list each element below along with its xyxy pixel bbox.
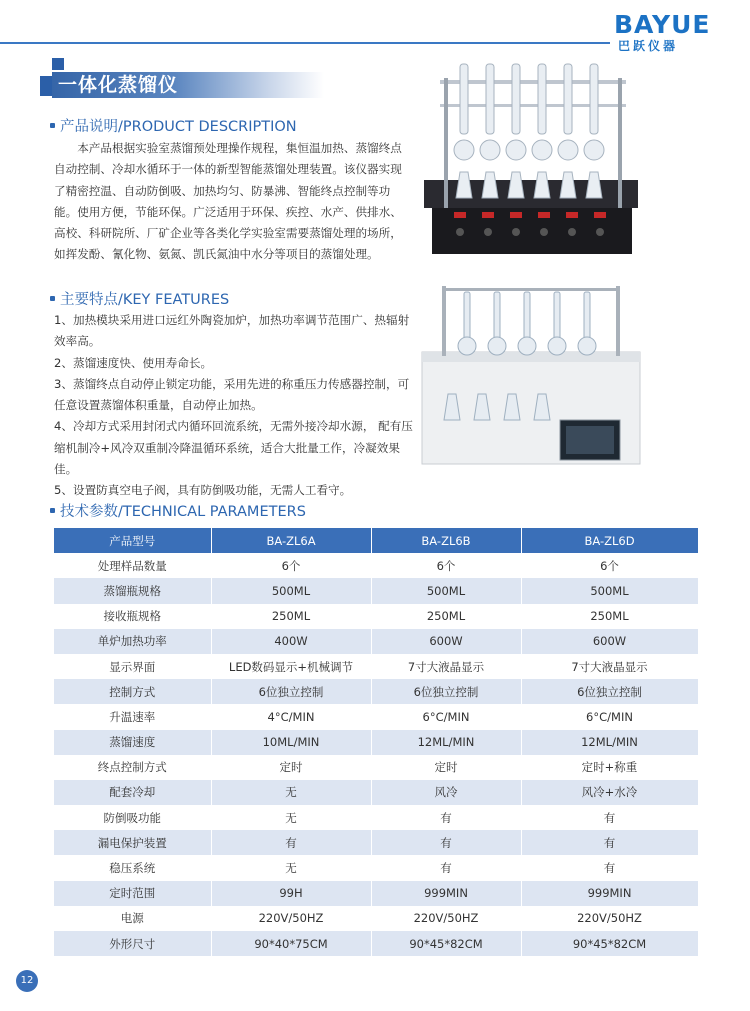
table-cell: 4°C/MIN [211, 704, 371, 729]
row-label: 控制方式 [54, 679, 211, 704]
feature-item: 5、设置防真空电子阀，具有防倒吸功能，无需人工看守。 [54, 483, 352, 498]
header-cell: 产品型号 [54, 528, 211, 553]
table-cell: 500ML [371, 578, 521, 603]
section-heading-description [50, 115, 297, 136]
table-cell: 有 [521, 855, 698, 880]
table-row [54, 730, 698, 755]
table-row [54, 780, 698, 805]
table-cell: 10ML/MIN [211, 730, 371, 755]
row-label: 接收瓶规格 [54, 604, 211, 629]
table-cell: 250ML [211, 604, 371, 629]
table-cell: 999MIN [371, 881, 521, 906]
table-row [54, 604, 698, 629]
table-cell: 500ML [211, 578, 371, 603]
header-cell: BA-ZL6B [371, 528, 521, 553]
table-cell: 定时+称重 [521, 755, 698, 780]
table-row [54, 855, 698, 880]
logo-subtitle: 巴跃仪器 [618, 39, 679, 53]
row-label: 配套冷却 [54, 780, 211, 805]
table-cell: LED数码显示+机械调节 [211, 654, 371, 679]
table-cell: 90*45*82CM [371, 931, 521, 956]
header-rule [0, 42, 610, 44]
table-cell: 7寸大液晶显示 [371, 654, 521, 679]
table-cell: 有 [211, 830, 371, 855]
description-text: 本产品根据实验室蒸馏预处理操作规程，集恒温加热、蒸馏终点自动控制、冷却水循环于一体的新型智能蒸馏处理装置。该仪器实现了精密控温、自动防倒吸、加热均匀、防暴沸、智能终点控制等功能。使用方便，节能环保。广泛适用于环保、疾控、水产、供排水、高校、科研院所、厂矿企业等各类化学实验室需要蒸馏处理的场所，如挥发酚、氰化物、氨氮、凯氏氮油中水分等项目的蒸馏处理。 [54, 141, 402, 262]
product-image-black-unit [420, 60, 640, 256]
row-label: 显示界面 [54, 654, 211, 679]
title-accent-bar [40, 76, 52, 96]
table-row [54, 881, 698, 906]
table-cell: 6位独立控制 [521, 679, 698, 704]
table-row [54, 906, 698, 931]
features-list [54, 310, 414, 502]
table-row [54, 755, 698, 780]
table-cell: 99H [211, 881, 371, 906]
brand-logo [614, 10, 734, 52]
table-cell: 250ML [371, 604, 521, 629]
table-cell: 12ML/MIN [521, 730, 698, 755]
table-cell: 有 [521, 830, 698, 855]
row-label: 终点控制方式 [54, 755, 211, 780]
section-label: 主要特点/KEY FEATURES [60, 292, 230, 308]
table-cell: 999MIN [521, 881, 698, 906]
table-cell: 6个 [371, 553, 521, 578]
table-cell: 6°C/MIN [371, 704, 521, 729]
table-row [54, 654, 698, 679]
page-title: 一体化蒸馏仪 [58, 74, 179, 96]
table-cell: 风冷 [371, 780, 521, 805]
table-row [54, 553, 698, 578]
table-row [54, 830, 698, 855]
row-label: 升温速率 [54, 704, 211, 729]
table-cell: 220V/50HZ [371, 906, 521, 931]
feature-item: 1、加热模块采用进口远红外陶瓷加炉，加热功率调节范围广、热辐射效率高。 [54, 313, 410, 349]
header-cell: BA-ZL6A [211, 528, 371, 553]
product-description [54, 138, 410, 266]
table-cell: 7寸大液晶显示 [521, 654, 698, 679]
table-cell: 220V/50HZ [211, 906, 371, 931]
product-image-white-unit [420, 280, 642, 470]
table-cell: 6位独立控制 [371, 679, 521, 704]
section-label: 技术参数/TECHNICAL PARAMETERS [60, 504, 306, 520]
feature-item: 2、蒸馏速度快、使用寿命长。 [54, 355, 213, 370]
row-label: 单炉加热功率 [54, 629, 211, 654]
table-cell: 有 [371, 830, 521, 855]
table-cell: 有 [371, 805, 521, 830]
row-label: 定时范围 [54, 881, 211, 906]
bullet-icon [50, 123, 55, 128]
bullet-icon [50, 508, 55, 513]
table-row [54, 931, 698, 956]
header-cell: BA-ZL6D [521, 528, 698, 553]
row-label: 蒸馏速度 [54, 730, 211, 755]
table-cell: 220V/50HZ [521, 906, 698, 931]
page-number: 12 [16, 970, 38, 992]
title-accent-square [52, 58, 64, 70]
table-row [54, 805, 698, 830]
table-cell: 600W [371, 629, 521, 654]
table-cell: 无 [211, 805, 371, 830]
row-label: 外形尺寸 [54, 931, 211, 956]
table-cell: 6位独立控制 [211, 679, 371, 704]
section-heading-features [50, 288, 229, 309]
table-cell: 6个 [521, 553, 698, 578]
table-cell: 无 [211, 855, 371, 880]
table-cell: 风冷+水冷 [521, 780, 698, 805]
feature-item: 4、冷却方式采用封闭式内循环回流系统，无需外接冷却水源， 配有压缩机制冷+风冷双重制冷降温循环系统，适合大批量工作，冷凝效果佳。 [54, 419, 413, 477]
table-cell: 12ML/MIN [371, 730, 521, 755]
row-label: 处理样品数量 [54, 553, 211, 578]
table-cell: 400W [211, 629, 371, 654]
table-row [54, 629, 698, 654]
table-cell: 90*45*82CM [521, 931, 698, 956]
section-label: 产品说明/PRODUCT DESCRIPTION [60, 119, 297, 135]
table-cell: 6°C/MIN [521, 704, 698, 729]
table-row [54, 679, 698, 704]
table-cell: 无 [211, 780, 371, 805]
table-cell: 有 [371, 855, 521, 880]
table-cell: 500ML [521, 578, 698, 603]
logo-wordmark: BAYUE [614, 10, 711, 39]
table-cell: 定时 [371, 755, 521, 780]
row-label: 防倒吸功能 [54, 805, 211, 830]
row-label: 蒸馏瓶规格 [54, 578, 211, 603]
parameters-table [54, 528, 699, 956]
table-cell: 90*40*75CM [211, 931, 371, 956]
table-cell: 6个 [211, 553, 371, 578]
row-label: 稳压系统 [54, 855, 211, 880]
table-row [54, 704, 698, 729]
section-heading-parameters [50, 500, 306, 521]
bullet-icon [50, 296, 55, 301]
row-label: 漏电保护装置 [54, 830, 211, 855]
table-cell: 600W [521, 629, 698, 654]
table-row [54, 578, 698, 603]
table-cell: 有 [521, 805, 698, 830]
table-cell: 250ML [521, 604, 698, 629]
row-label: 电源 [54, 906, 211, 931]
table-cell: 定时 [211, 755, 371, 780]
table-header-row [54, 528, 698, 553]
feature-item: 3、蒸馏终点自动停止锁定功能，采用先进的称重压力传感器控制，可任意设置蒸馏体积重量，自动停止加热。 [54, 376, 410, 413]
